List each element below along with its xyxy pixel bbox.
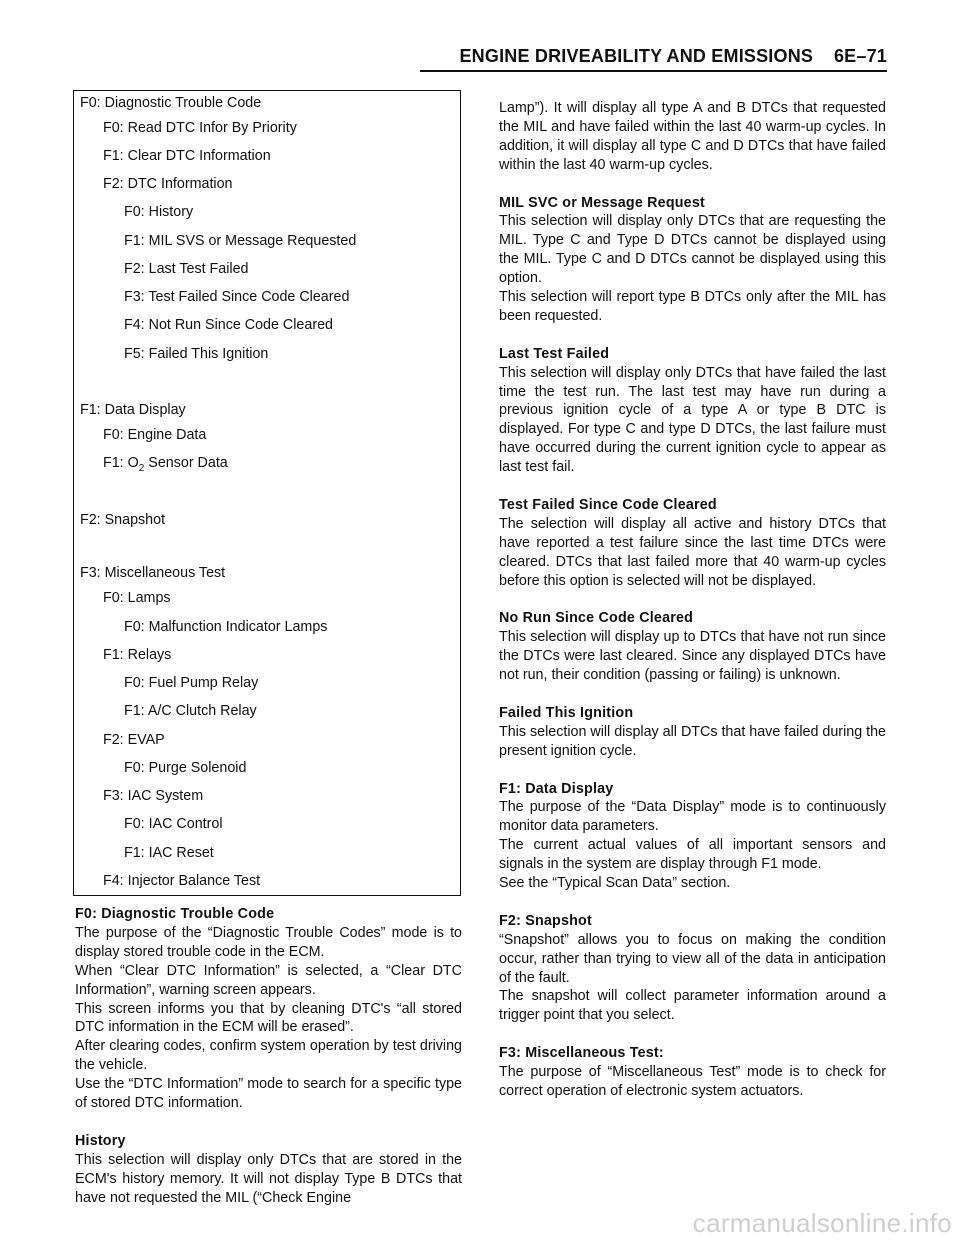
paragraph: “Snapshot” allows you to focus on making the condition occur, rather than trying to view all of the data in anticipation of the fault. [499,931,886,986]
paragraph: The current actual values of all important sensors and signals in the system are display through F1 mode. [499,837,886,873]
menu-item: F3: Test Failed Since Code Cleared [124,289,350,305]
left-column [75,905,462,1207]
menu-item: F3: IAC System [103,788,204,804]
paragraph: Lamp”). It will display all type A and B DTCs that requested the MIL and have failed within the last 40 warm-up cycles. In addition, it will display all type C and D DTCs that have failed within the last 40 warm-up cycles. [499,100,886,173]
menu-item: F4: Injector Balance Test [103,873,261,889]
header-rule [420,70,887,72]
paragraph: The selection will display all active and history DTCs that have reported a test failure since the last time DTCs were cleared. DTCs that last failed more that 40 warm-up cycles before this option is selected will not be displayed. [499,515,886,589]
page-number: 6E–71 [833,46,887,66]
menu-item: F4: Not Run Since Code Cleared [124,317,334,333]
menu-tree-box [73,90,461,896]
menu-item: F0: Engine Data [103,427,207,443]
menu-item: F1: A/C Clutch Relay [124,703,257,719]
menu-item: F3: Miscellaneous Test [80,565,226,581]
section-heading: Failed This Ignition [499,704,634,721]
paragraph: The snapshot will collect parameter information around a trigger point that you select. [499,988,886,1024]
paragraph: This selection will display up to DTCs that have not run since the DTCs were last cleared. Since any displayed DTCs have not run, their condition (passing or failing) is unknown. [499,629,886,684]
right-column [499,99,886,1101]
watermark: carmanualsonline.info [692,1208,952,1238]
paragraph: This selection will display only DTCs that have failed the last time the test run. The last test may have run during a previous ignition cycle of a type A or type B DTC is displayed. For type C and type D DTCs, the last failure must have occurred during the current ignition cycle to appear as last test fail. [499,364,886,476]
menu-item: F2: Snapshot [80,512,166,528]
paragraph: This selection will report type B DTCs only after the MIL has been requested. [499,289,886,324]
menu-item: F0: IAC Control [124,816,223,832]
section-heading: Test Failed Since Code Cleared [499,496,717,513]
menu-item: F0: Read DTC Infor By Priority [103,120,297,136]
menu-item: F0: Lamps [103,590,171,606]
menu-item: F2: EVAP [103,732,165,748]
paragraph: This screen informs you that by cleaning DTC's “all stored DTC information in the ECM will be erased”. [75,1000,462,1036]
menu-item: F0: Purge Solenoid [124,760,247,776]
page-header [420,46,887,72]
menu-item: F0: Fuel Pump Relay [124,675,259,691]
menu-item: F1: Clear DTC Information [103,148,271,164]
menu-item: F1: $O_2$ Sensor Data [103,455,228,474]
section-heading: No Run Since Code Cleared [499,610,694,627]
paragraph: See the “Typical Scan Data” section. [499,875,731,892]
paragraph: The purpose of the “Data Display” mode is to continuously monitor data parameters. [499,799,886,835]
paragraph: When “Clear DTC Information” is selected, a “Clear DTC Information”, warning screen appears. [75,962,462,998]
paragraph: Use the “DTC Information” mode to search for a specific type of stored DTC information. [75,1076,462,1112]
paragraph: The purpose of the “Diagnostic Trouble Codes” mode is to display stored trouble code in the ECM. [75,924,462,960]
menu-item: F1: MIL SVS or Message Requested [124,233,357,249]
menu-item: F1: IAC Reset [124,845,214,861]
section-heading: F3: Miscellaneous Test: [499,1045,664,1062]
paragraph: After clearing codes, confirm system operation by test driving the vehicle. [75,1038,462,1074]
section-heading: Last Test Failed [499,345,610,362]
paragraph: This selection will display only DTCs that are stored in the ECM's history memory. It will not display Type B DTCs that have not requested the MIL (“Check Engine [75,1151,462,1206]
menu-item: F5: Failed This Ignition [124,346,269,362]
menu-item: F1: Data Display [80,402,186,418]
section-heading: History [75,1132,126,1149]
paragraph: This selection will display all DTCs that have failed during the present ignition cycle. [499,723,886,759]
menu-item: F2: Last Test Failed [124,261,249,277]
section-heading: F2: Snapshot [499,912,592,929]
menu-item: F0: Malfunction Indicator Lamps [124,619,328,635]
menu-item: F0: Diagnostic Trouble Code [80,95,262,111]
menu-item: F2: DTC Information [103,176,233,192]
menu-item: F1: Relays [103,647,172,663]
section-heading: F1: Data Display [499,780,614,797]
menu-item: F0: History [124,204,194,220]
section-heading: F0: Diagnostic Trouble Code [75,906,275,922]
header-title: ENGINE DRIVEABILITY AND EMISSIONS 6E–71 [459,46,887,66]
paragraph: The purpose of “Miscellaneous Test” mode is to check for correct operation of electronic system actuators. [499,1064,886,1099]
paragraph: This selection will display only DTCs that are requesting the MIL. Type C and Type D DTCs cannot be displayed using the MIL. Type C and D DTCs cannot be displayed using this option. [499,213,886,287]
section-heading: MIL SVC or Message Request [499,194,705,211]
